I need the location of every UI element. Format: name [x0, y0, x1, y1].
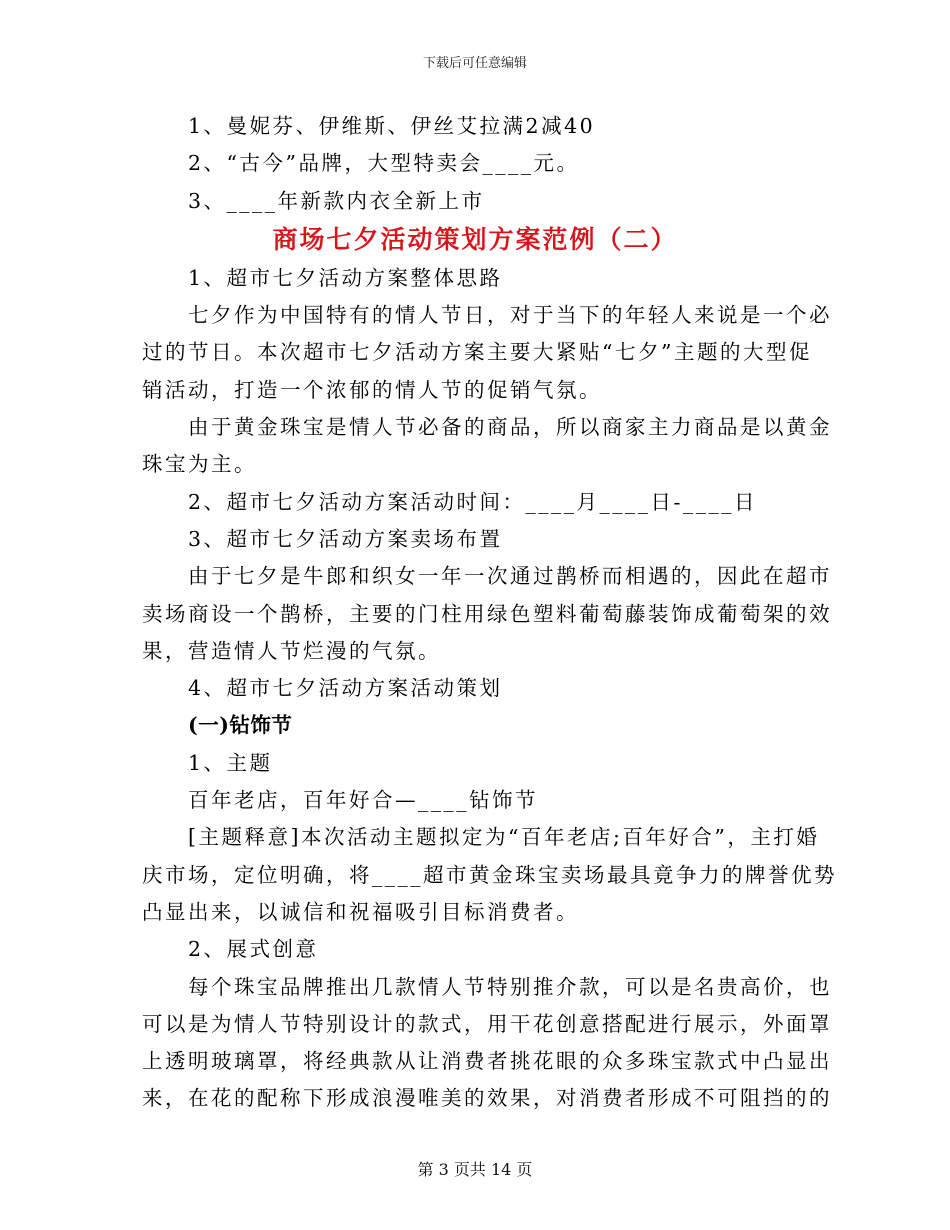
body-paragraph: 珠宝为主。 — [142, 452, 257, 477]
body-paragraph: 过的节日。本次超市七夕活动方案主要大紧贴“七夕”主题的大型促 — [142, 340, 812, 365]
body-paragraph: 庆市场，定位明确，将____超市黄金珠宝卖场最具竟争力的牌誉优势 — [142, 862, 837, 887]
section-heading: 2、超市七夕活动方案活动时间：____月____日-____日 — [188, 489, 757, 514]
section-title: 商场七夕活动策划方案范例（二） — [272, 224, 678, 254]
body-paragraph: 上透明玻璃罩，将经典款从让消费者挑花眼的众多珠宝款式中凸显出 — [142, 1049, 832, 1074]
list-item: 3、____年新款内衣全新上市 — [188, 188, 485, 213]
body-paragraph: 卖场商设一个鹊桥，主要的门柱用绿色塑料葡萄藤装饰成葡萄架的效 — [142, 601, 832, 626]
body-paragraph: 销活动，打造一个浓郁的情人节的促销气氛。 — [142, 377, 602, 402]
section-heading: 3、超市七夕活动方案卖场布置 — [188, 526, 503, 551]
page-number: 第 3 页共 14 页 — [417, 1160, 533, 1179]
body-paragraph: 每个珠宝品牌推出几款情人节特别推介款，可以是名贵高价，也 — [188, 974, 832, 999]
section-heading: 4、超市七夕活动方案活动策划 — [188, 676, 503, 701]
section-heading: 2、展式创意 — [188, 937, 319, 962]
body-paragraph: 由于七夕是牛郎和织女一年一次通过鹊桥而相遇的，因此在超市 — [188, 564, 832, 589]
body-paragraph: 凸显出来，以诚信和祝福吸引目标消费者。 — [142, 899, 579, 924]
body-paragraph: 果，营造情人节烂漫的气氛。 — [142, 638, 441, 663]
subsection-heading: (一)钻饰节 — [188, 713, 293, 738]
section-heading: 1、主题 — [188, 750, 273, 775]
document-body — [142, 108, 837, 1118]
body-paragraph: [主题释意]本次活动主题拟定为“百年老店;百年好合”，主打婚 — [188, 825, 820, 850]
body-paragraph: 来，在花的配称下形成浪漫唯美的效果，对消费者形成不可阻挡的的 — [142, 1086, 832, 1111]
list-item: 2、“古今”品牌，大型特卖会____元。 — [188, 151, 580, 176]
body-paragraph: 可以是为情人节特别设计的款式，用干花创意搭配进行展示，外面罩 — [142, 1011, 832, 1036]
body-paragraph: 百年老店，百年好合—____钻饰节 — [188, 788, 538, 813]
section-heading: 1、超市七夕活动方案整体思路 — [188, 265, 503, 290]
list-item: 1、曼妮芬、伊维斯、伊丝艾拉满2减40 — [188, 114, 596, 138]
body-paragraph: 七夕作为中国特有的情人节日，对于当下的年轻人来说是一个必 — [188, 303, 832, 328]
page-header-note: 下载后可任意编辑 — [422, 56, 527, 71]
body-paragraph: 由于黄金珠宝是情人节必备的商品，所以商家主力商品是以黄金 — [188, 415, 832, 440]
